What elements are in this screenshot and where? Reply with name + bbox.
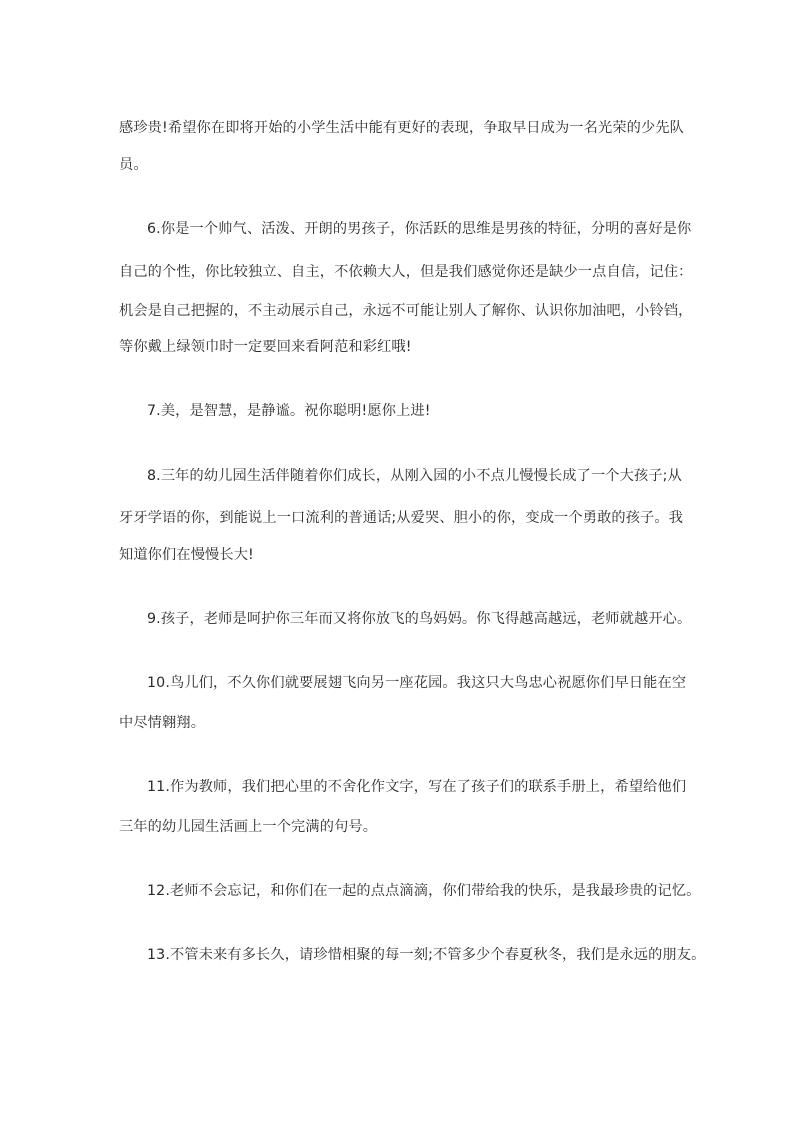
paragraph-10-line-2: 中尽情翱翔。 (119, 715, 206, 731)
paragraph-6-line-4: 等你戴上绿领巾时一定要回来看阿范和彩红哦! (119, 339, 412, 355)
paragraph-11-line-2: 三年的幼儿园生活画上一个完满的句号。 (119, 819, 378, 835)
paragraph-6-line-3: 机会是自己把握的，不主动展示自己，永远不可能让别人了解你、认识你加油吧，小铃铛， (119, 303, 693, 319)
paragraph-8-line-1: 8.三年的幼儿园生活伴随着你们成长，从刚入园的小不点儿慢慢长成了一个大孩子;从 (147, 468, 682, 484)
paragraph-9-line-1: 9.孩子，老师是呵护你三年而又将你放飞的鸟妈妈。你飞得越高越远，老师就越开心。 (147, 611, 692, 627)
paragraph-5-line-3: 员。 (119, 157, 148, 173)
paragraph-6-line-1: 6.你是一个帅气、活泼、开朗的男孩子，你活跃的思维是男孩的特征，分明的喜好是你 (147, 221, 692, 237)
paragraph-8-line-2: 牙牙学语的你，到能说上一口流利的普通话;从爱哭、胆小的你，变成一个勇敢的孩子。我 (119, 510, 684, 526)
paragraph-5-line-2: 感珍贵!希望你在即将开始的小学生活中能有更好的表现，争取早日成为一名光荣的少先队 (119, 120, 685, 136)
paragraph-6-line-2: 自己的个性，你比较独立、自主，不依赖大人，但是我们感觉你还是缺少一点自信，记住： (119, 264, 693, 280)
paragraph-8-line-3: 知道你们在慢慢长大! (119, 547, 254, 563)
paragraph-10-line-1: 10.鸟儿们，不久你们就要展翅飞向另一座花园。我这只大鸟忠心祝愿你们早日能在空 (147, 675, 687, 691)
paragraph-12-line-1: 12.老师不会忘记，和你们在一起的点点滴滴，你们带给我的快乐，是我最珍贵的记忆。 (147, 883, 701, 899)
paragraph-11-line-1: 11.作为教师，我们把心里的不舍化作文字，写在了孩子们的联系手册上，希望给他们 (147, 779, 687, 795)
paragraph-13-line-1: 13.不管未来有多长久，请珍惜相聚的每一刻;不管多少个春夏秋冬，我们是永远的朋友。 (147, 947, 706, 963)
paragraph-7-line-1: 7.美，是智慧，是静谧。祝你聪明!愿你上进! (147, 403, 431, 419)
